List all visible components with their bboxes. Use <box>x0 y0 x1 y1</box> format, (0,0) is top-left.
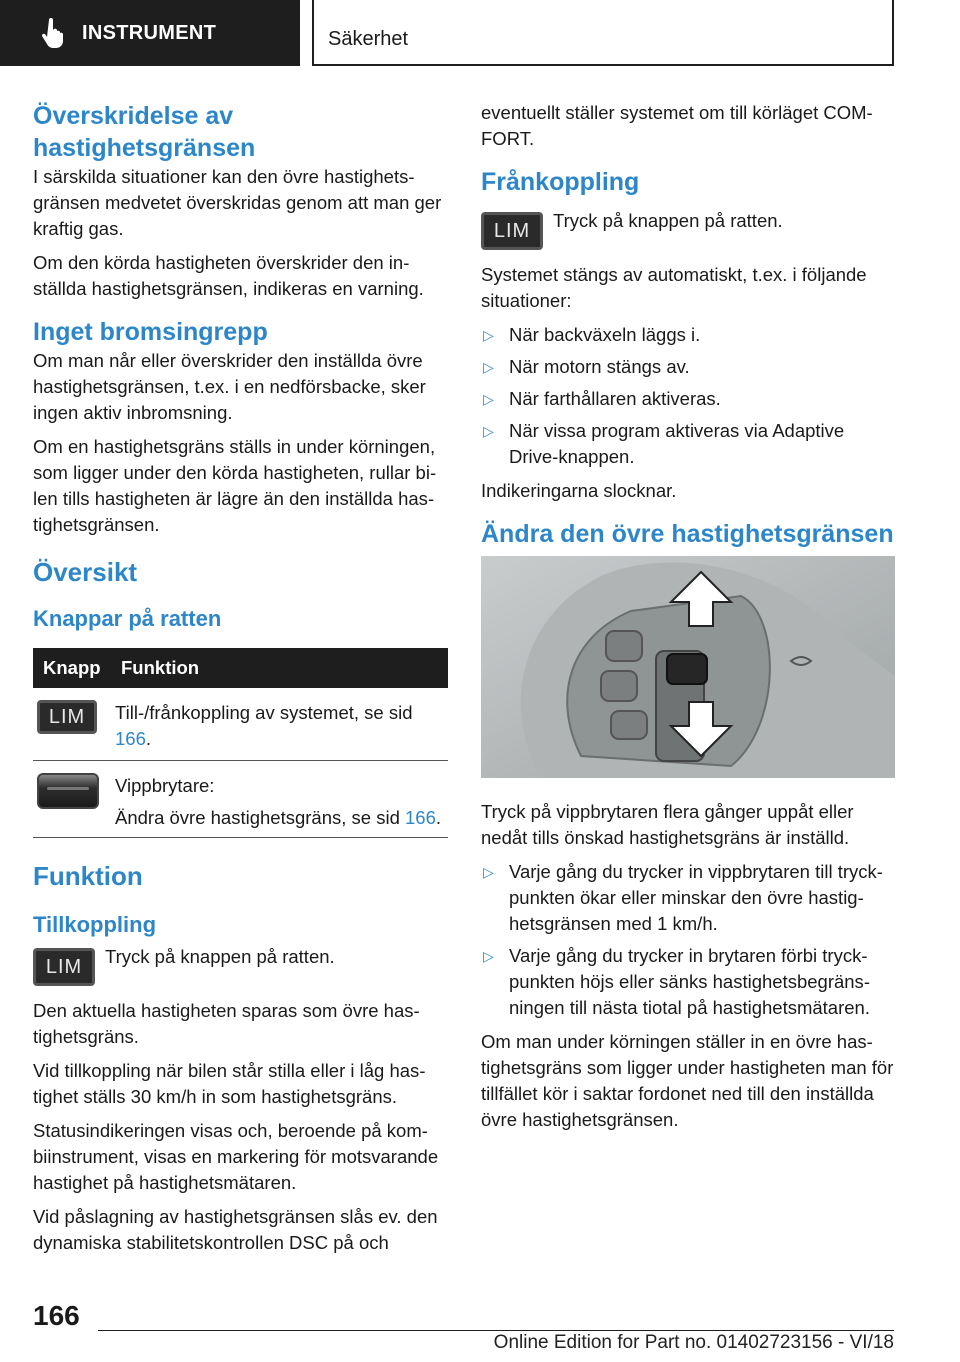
table-row <box>33 761 448 838</box>
footer-edition: Online Edition for Part no. 01402723156 - VI/18 <box>493 1332 894 1353</box>
paragraph: Den aktuella hastigheten sparas som övre hastighetsgräns. <box>33 1000 420 1047</box>
disable-row <box>481 208 896 250</box>
paragraph: Tryck på vippbrytaren flera gånger uppåt eller nedåt tills önskad hastighetsgräns är inställd. <box>481 801 854 848</box>
table-cell-icon <box>33 761 111 838</box>
hand-pointer-icon <box>30 18 74 48</box>
heading-enable: Tillkoppling <box>33 912 157 937</box>
page-number: 166 <box>33 1300 80 1331</box>
triangle-bullet-icon: ▷ <box>483 948 494 964</box>
section-title: Säkerhet <box>328 28 409 50</box>
chapter-tab[interactable] <box>0 0 300 66</box>
paragraph: Vid påslagning av hastighetsgränsen slås ev. den dynamiska stabilitetskontrollen DSC på och <box>33 1206 438 1253</box>
paragraph: Indikeringarna slocknar. <box>481 480 677 501</box>
right-column <box>481 100 896 1141</box>
lim-button-icon: LIM <box>33 948 95 986</box>
heading-change-limit: Ändra den övre hastighetsgränsen <box>481 520 894 548</box>
steering-wheel-photo <box>481 556 895 778</box>
paragraph: Statusindikeringen visas och, beroende på kombiinstrument, visas en markering för motsvarande hastighet på hastighetsmätaren. <box>33 1120 439 1193</box>
paragraph: Vid tillkoppling när bilen står stilla eller i låg hastighet ställs 30 km/h in som hastighetsgräns. <box>33 1060 426 1107</box>
table-header-button: Knapp <box>33 648 111 688</box>
row-label: Vippbrytare: <box>115 775 215 796</box>
change-limit-list <box>481 859 896 1021</box>
triangle-bullet-icon: ▷ <box>483 864 494 880</box>
heading-buttons-wheel: Knappar på ratten <box>33 606 222 631</box>
table-row <box>33 688 448 761</box>
triangle-bullet-icon: ▷ <box>483 359 494 375</box>
paragraph: Om man når eller överskrider den inställda övre hastighetsgränsen, t.ex. i en nedförsbacke, sker ingen aktiv inbromsning. <box>33 350 426 423</box>
row-text: Ändra övre hastighetsgräns, se sid <box>115 807 405 828</box>
lim-button-icon: LIM <box>37 700 97 734</box>
buttons-table <box>33 648 448 838</box>
paragraph: Tryck på knappen på ratten. <box>105 946 335 967</box>
page-ref-link[interactable]: 166 <box>405 807 436 828</box>
chapter-title: INSTRUMENT <box>82 21 217 44</box>
table-cell-function: Till-/frånkoppling av systemet, se sid 166. <box>111 688 448 761</box>
list-item: ▷ Varje gång du trycker in vippbrytaren till tryckpunkten ökar eller minskar den övre hastighetsgränsen med 1 km/h. <box>483 861 883 934</box>
list-item: ▷ När farthållaren aktiveras. <box>481 386 896 412</box>
list-item: ▷ När motorn stängs av. <box>481 354 896 380</box>
paragraph: eventuellt ställer systemet om till körläget COMFORT. <box>481 102 873 149</box>
paragraph: Om en hastighetsgräns ställs in under körningen, som ligger under den körda hastigheten, rullar bilen tills hastigheten är lägre än den inställda hastighetsgränsen. <box>33 436 437 535</box>
triangle-bullet-icon: ▷ <box>483 391 494 407</box>
enable-row <box>33 944 448 986</box>
paragraph: I särskilda situationer kan den övre hastighetsgränsen medvetet överskridas genom att man ger kraftig gas. <box>33 166 442 239</box>
table-cell-function: Vippbrytare: Ändra övre hastighetsgräns, se sid 166. <box>111 761 448 838</box>
triangle-bullet-icon: ▷ <box>483 327 494 343</box>
page-header <box>0 0 960 66</box>
table-cell-icon <box>33 688 111 761</box>
lim-button-icon: LIM <box>481 212 543 250</box>
heading-no-braking: Inget bromsingrepp <box>33 318 268 346</box>
page-ref-link[interactable]: 166 <box>115 728 146 749</box>
triangle-bullet-icon: ▷ <box>483 423 494 439</box>
heading-overview: Översikt <box>33 557 138 587</box>
list-item: ▷ När vissa program aktiveras via Adaptive Drive-knappen. <box>483 420 845 467</box>
paragraph: Om man under körningen ställer in en övre hastighetsgräns som ligger under hastigheten man för tillfället kör i saktar fordonet ned till den inställda övre hastighetsgränsen. <box>481 1031 894 1130</box>
section-box <box>312 0 894 66</box>
left-column <box>33 100 448 1264</box>
heading-speed-limit-exceed: Överskridelse av hastighetsgränsen <box>33 102 256 162</box>
auto-off-list <box>481 322 896 470</box>
paragraph: Systemet stängs av automatiskt, t.ex. i följande situationer: <box>481 264 867 311</box>
list-item: ▷ Varje gång du trycker in brytaren förbi tryckpunkten höjs eller sänks hastighetsbegränsningen till nästa tiotal på hastighetsmätaren. <box>483 945 870 1018</box>
list-item: ▷ När backväxeln läggs i. <box>481 322 896 348</box>
table-header-function: Funktion <box>111 648 448 688</box>
heading-disable: Frånkoppling <box>481 168 640 196</box>
rocker-switch-icon <box>37 773 99 809</box>
footer-divider <box>98 1330 894 1331</box>
heading-function: Funktion <box>33 861 143 891</box>
row-text: Till-/frånkoppling av systemet, se sid <box>115 702 413 723</box>
paragraph: Om den körda hastigheten överskrider den inställda hastighetsgränsen, indikeras en varning. <box>33 252 424 299</box>
paragraph: Tryck på knappen på ratten. <box>553 210 783 231</box>
